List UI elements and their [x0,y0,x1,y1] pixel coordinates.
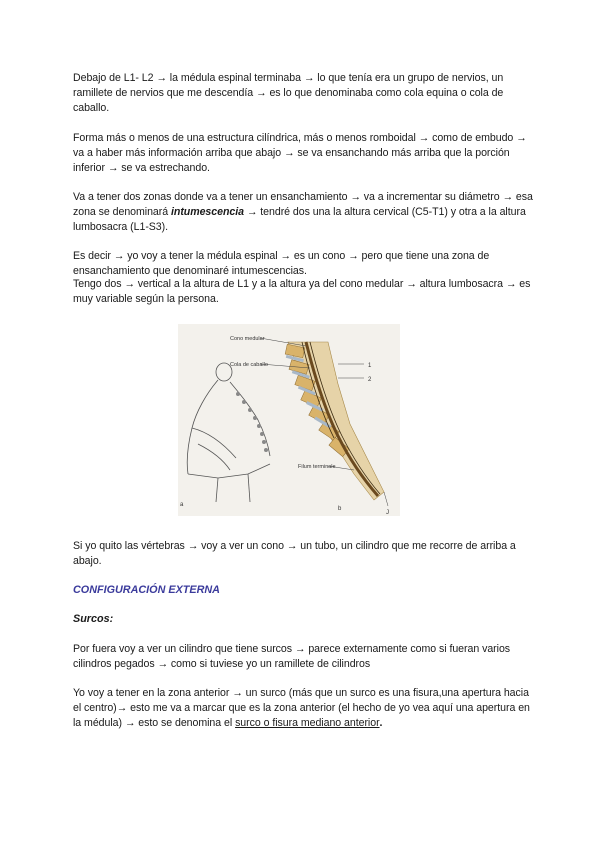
paragraph-forma-cilindrica: Forma más o menos de una estructura cilíndrica, más o menos romboidal → como de embudo → va a haber más información arriba que abajo → se va ensanchando más arriba que la porción inferior → se va estrechando. [73,132,527,174]
paragraph-quito-vertebras: Si yo quito las vértebras → voy a ver un cono → un tubo, un cilindro que me recorre de arriba a abajo. [73,540,516,567]
label-b: b [338,506,342,512]
label-filum: Filum terminale [298,464,336,470]
paragraph-tengo-dos: Tengo dos → vertical a la altura de L1 y a la altura ya del cono medular → altura lumbosacra → es muy variable según la persona. [73,278,531,305]
label-2: 2 [368,377,372,383]
paragraph-es-decir: Es decir → yo voy a tener la médula espinal → es un cono → pero que tiene una zona de ensanchamiento que denominaré intumescencias. [73,250,490,277]
paragraph-zona-anterior [73,686,533,731]
heading-surcos: Surcos: [73,613,114,625]
term-surco-fisura-mediano-anterior: surco o fisura mediano anterior [235,717,380,729]
spinal-cord-figure [178,324,400,516]
paragraph-cola-equina: Debajo de L1- L2 → la médula espinal terminaba → lo que tenía era un grupo de nervios, un ramillete de nervios que me descendía → es lo que denominaba como cola equina o cola de caballo. [73,72,504,114]
label-a: a [180,502,184,508]
paragraph-zona-anterior-part1: Yo voy a tener en la zona anterior → un surco (más que un surco es una fisura,una apertura hacia el centro)→ esto me va a marcar que es la zona anterior (el hecho de yo vea aquí una apertura en la médula) → esto se denomina el [73,687,530,729]
paragraph-intumescencia-part1: Va a tener dos zonas donde va a tener un ensanchamiento → va a incrementar su diámetro → esa zona se denominará [73,191,533,218]
heading-configuracion-externa: CONFIGURACIÓN EXTERNA [73,584,220,596]
paragraph-zona-anterior-end: . [379,717,383,729]
label-1: 1 [368,363,372,369]
seated-figure-drawing [187,363,270,502]
figure-vertebrae-dots [236,392,268,452]
paragraph-intumescencia-part2: → tendré dos una la altura cervical (C5-T1) y otra a la altura lumbosacra (L1-S3). [73,206,526,233]
term-intumescencia: intumescencia [171,206,244,218]
label-j: J [386,510,389,516]
paragraph-por-fuera: Por fuera voy a ver un cilindro que tiene surcos → parece externamente como si fueran varios cilindros pegados → como si tuviese yo un ramillete de cilindros [73,643,511,670]
paragraph-intumescencia [73,190,533,235]
label-cono-medular: Cono medular [230,336,265,342]
spinal-cord-illustration [178,324,400,516]
label-cola-caballo: Cola de caballo [230,362,268,368]
